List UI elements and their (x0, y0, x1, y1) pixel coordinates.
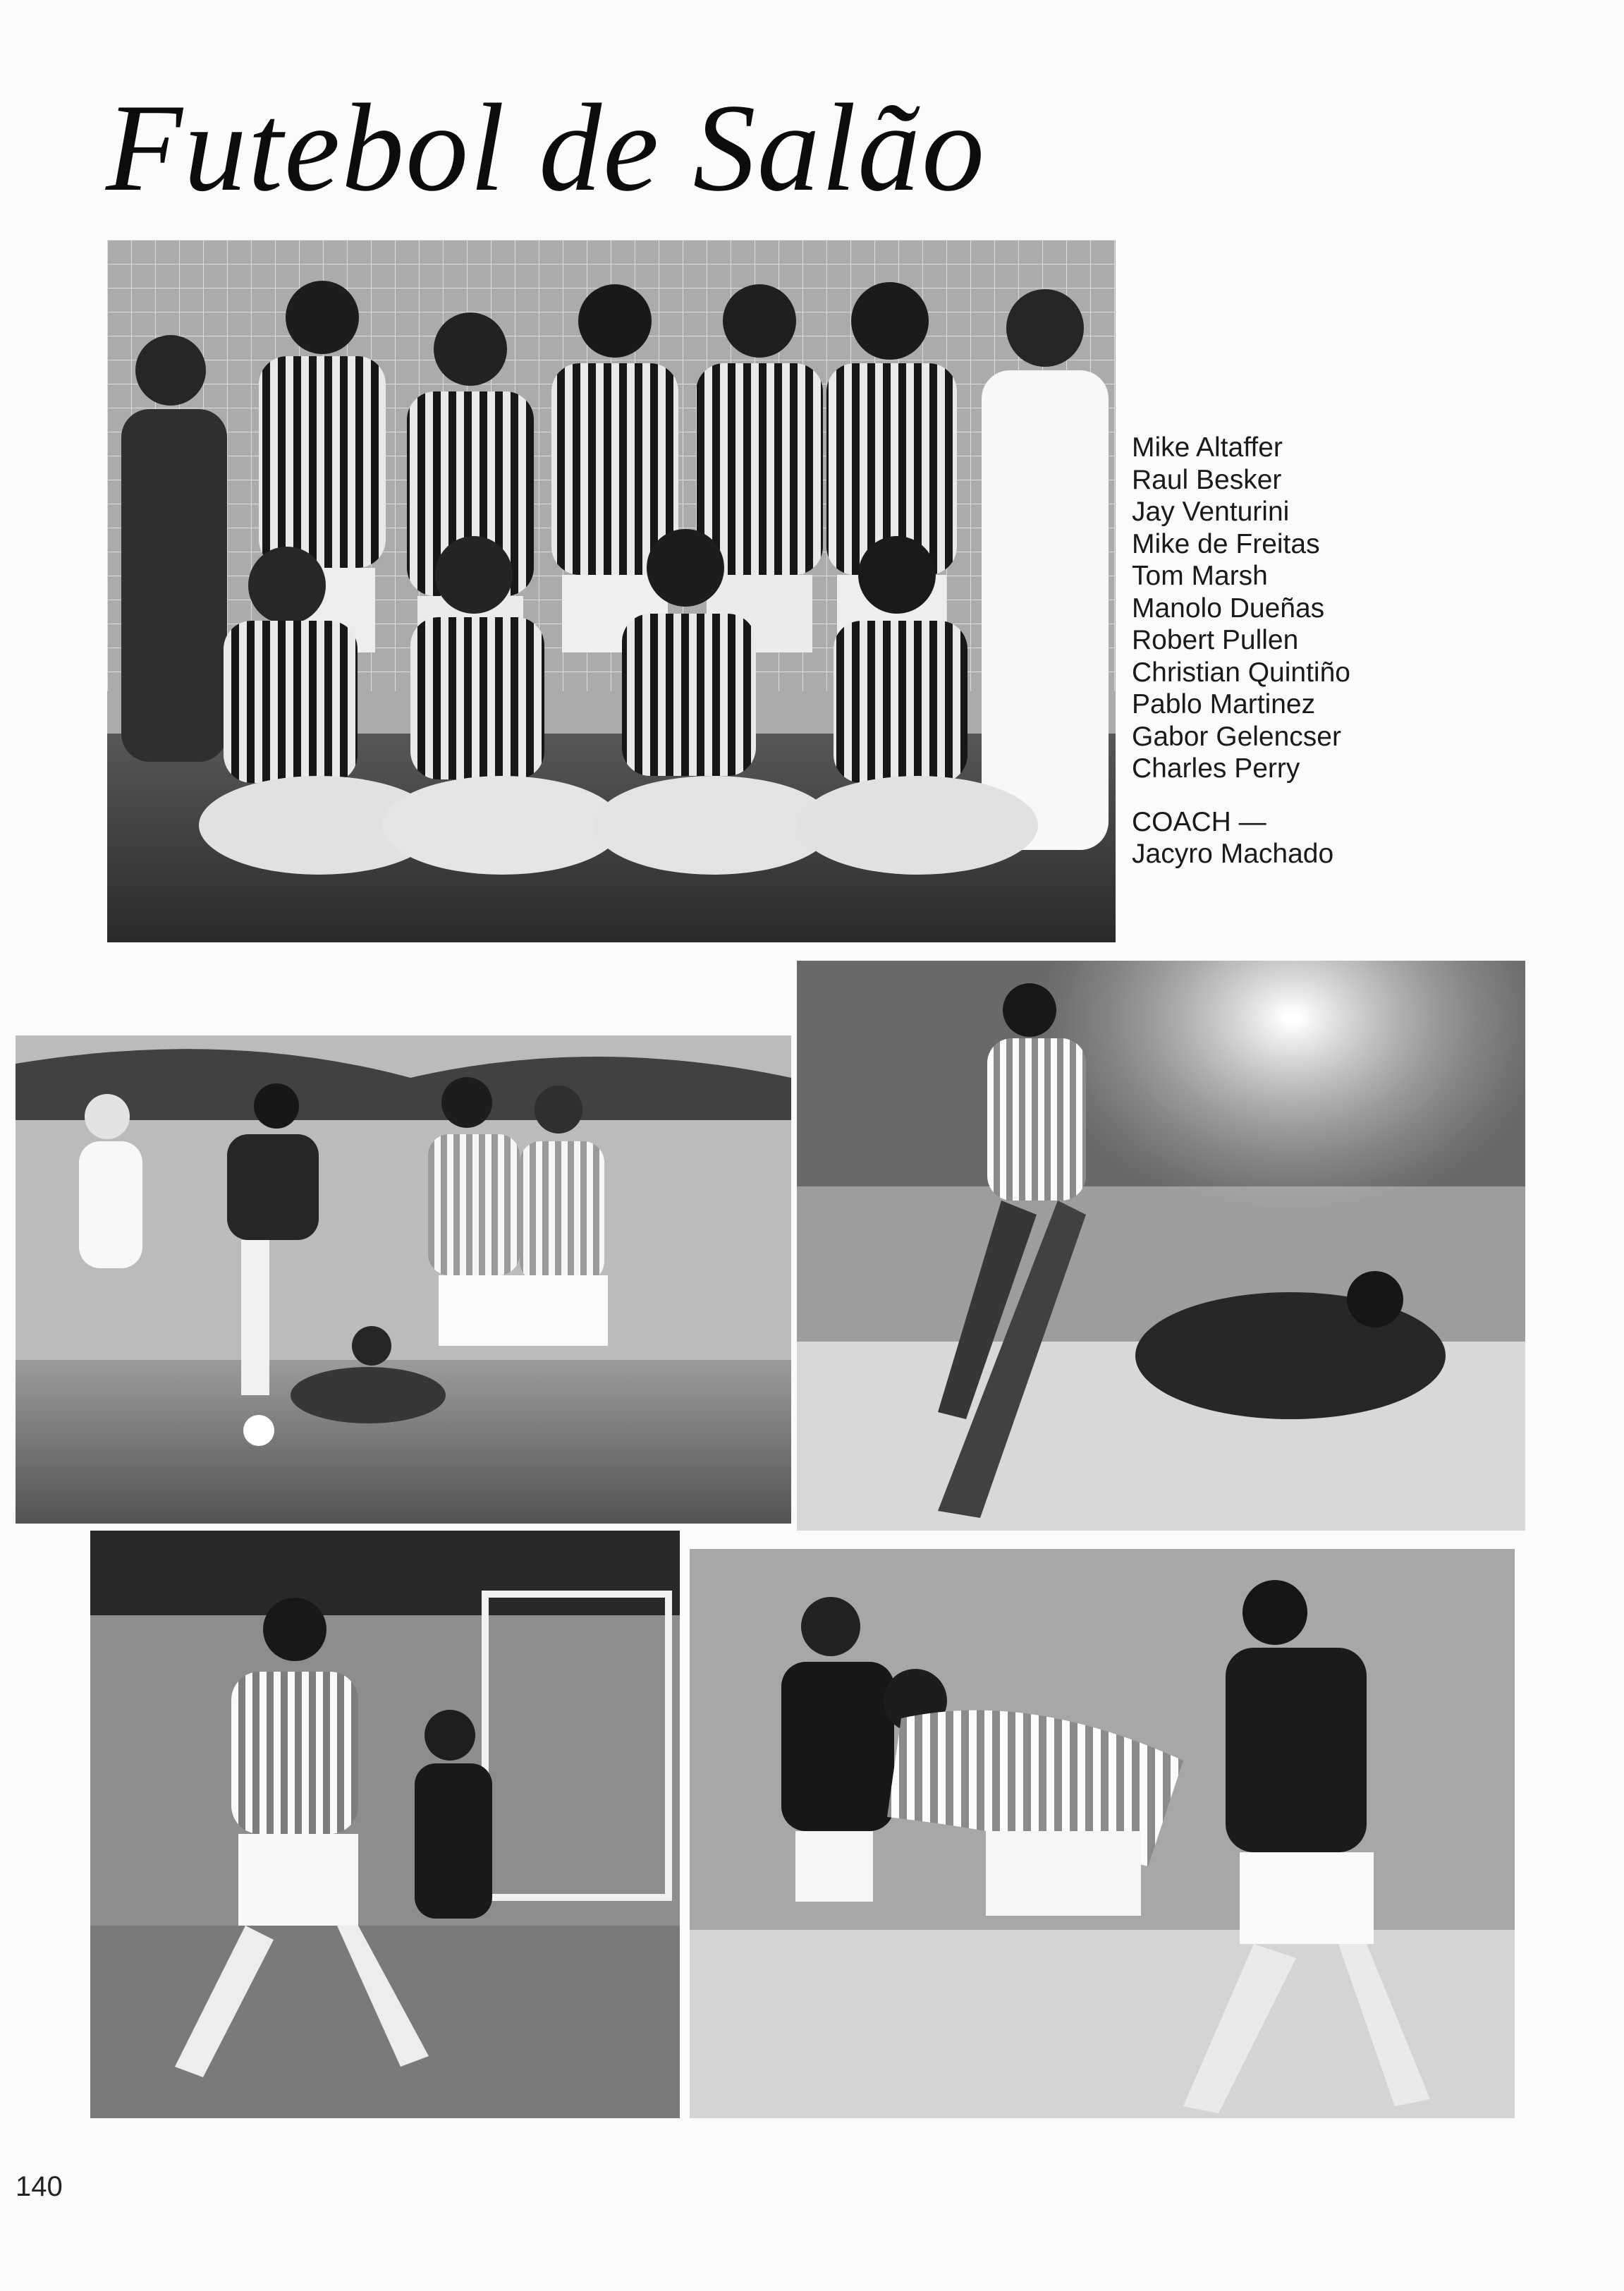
player-name: Mike de Freitas (1132, 528, 1320, 559)
player-name: Pablo Martinez (1132, 689, 1316, 719)
player-name: Charles Perry (1132, 753, 1300, 784)
coach-credit (1132, 806, 1498, 870)
player-list (1132, 432, 1498, 785)
match-photo-sliding-tackle (797, 961, 1525, 1531)
match-photo-shot-on-goal (90, 1531, 680, 2118)
team-roster (1132, 432, 1498, 870)
player-name: Christian Quintiño (1132, 657, 1350, 688)
player-name: Tom Marsh (1132, 561, 1268, 591)
player-name: Jay Venturini (1132, 497, 1290, 527)
player-name: Gabor Gelencser (1132, 721, 1341, 752)
coach-label: COACH — (1132, 806, 1266, 837)
match-photo-midfield-contest (690, 1549, 1515, 2118)
page-title: Futebol de Salão (106, 78, 987, 217)
page-number: 140 (16, 2171, 63, 2202)
player-name: Raul Besker (1132, 464, 1282, 495)
player-name: Robert Pullen (1132, 625, 1299, 655)
coach-name: Jacyro Machado (1132, 839, 1334, 869)
player-name: Mike Altaffer (1132, 432, 1283, 463)
player-name: Manolo Dueñas (1132, 592, 1325, 624)
team-photo (107, 240, 1116, 942)
match-photo-goalkeeper-dive (16, 1035, 791, 1524)
